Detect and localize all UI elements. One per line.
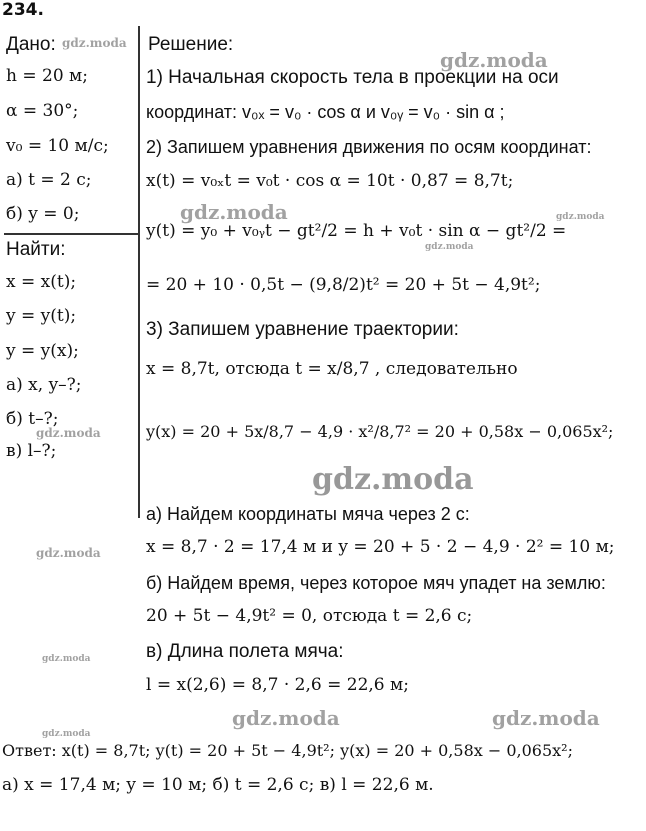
- given-item: v₀ = 10 м/с;: [6, 136, 109, 156]
- watermark: gdz.moda: [232, 706, 340, 730]
- find-item: б) t–?;: [6, 409, 59, 429]
- watermark: gdz.moda: [556, 212, 605, 222]
- find-item: y = y(t);: [6, 306, 77, 326]
- watermark: gdz.moda: [42, 654, 91, 664]
- watermark: gdz.moda: [312, 462, 474, 497]
- solution-line: y(x) = 20 + 5x/8,7 − 4,9 · x²/8,7² = 20 + 0,58x − 0,065x²;: [146, 422, 614, 441]
- solution-line: y(t) = y₀ + v₀ᵧt − gt²/2 = h + v₀t · sin α − gt²/2 =: [146, 221, 567, 241]
- watermark: gdz.moda: [62, 36, 127, 50]
- solution-line: б) Найдем время, через которое мяч упадет на землю:: [146, 573, 606, 593]
- find-header: Найти:: [6, 239, 66, 260]
- given-find-divider: [4, 233, 138, 235]
- watermark: gdz.moda: [440, 48, 548, 72]
- solution-line: 20 + 5t − 4,9t² = 0, отсюда t = 2,6 с;: [146, 606, 473, 626]
- solution-line: x = 8,7 · 2 = 17,4 м и y = 20 + 5 · 2 − 4,9 · 2² = 10 м;: [146, 537, 615, 557]
- solution-line: а) Найдем координаты мяча через 2 с:: [146, 504, 470, 524]
- watermark: gdz.moda: [180, 200, 288, 224]
- solution-line: l = x(2,6) = 8,7 · 2,6 = 22,6 м;: [146, 675, 409, 695]
- solution-line: 2) Запишем уравнения движения по осям координат:: [146, 137, 592, 157]
- watermark: gdz.moda: [42, 729, 91, 739]
- find-item: а) x, y–?;: [6, 375, 82, 395]
- column-divider: [138, 26, 140, 518]
- watermark: gdz.moda: [36, 546, 101, 560]
- solution-line: в) Длина полета мяча:: [146, 641, 344, 662]
- watermark: gdz.moda: [492, 706, 600, 730]
- given-item: h = 20 м;: [6, 66, 88, 86]
- given-item: б) y = 0;: [6, 204, 80, 224]
- answer-line: Ответ: x(t) = 8,7t; y(t) = 20 + 5t − 4,9t²; y(x) = 20 + 0,58x − 0,065x²;: [2, 741, 573, 760]
- solution-header: Решение:: [148, 34, 234, 55]
- solution-line: = 20 + 10 · 0,5t − (9,8/2)t² = 20 + 5t − 4,9t²;: [146, 275, 541, 295]
- solution-line: 3) Запишем уравнение траектории:: [146, 319, 459, 340]
- find-item: x = x(t);: [6, 272, 77, 292]
- watermark: gdz.moda: [425, 242, 474, 252]
- given-item: а) t = 2 с;: [6, 170, 92, 190]
- solution-line: x = 8,7t, отсюда t = x/8,7 , следовательно: [146, 359, 518, 379]
- find-item: y = y(x);: [6, 341, 79, 361]
- problem-number: 234.: [2, 0, 44, 20]
- given-item: α = 30°;: [6, 101, 79, 121]
- watermark: gdz.moda: [36, 426, 101, 440]
- solution-line: 1) Начальная скорость тела в проекции на оси: [146, 67, 559, 88]
- solution-line: x(t) = v₀ₓt = v₀t · cos α = 10t · 0,87 = 8,7t;: [146, 171, 514, 191]
- find-item: в) l–?;: [6, 441, 57, 461]
- solution-line: координат: v₀ₓ = v₀ · cos α и v₀ᵧ = v₀ · sin α ;: [146, 102, 505, 122]
- answer-line: а) x = 17,4 м; y = 10 м; б) t = 2,6 с; в) l = 22,6 м.: [2, 775, 434, 795]
- given-header: Дано:: [6, 34, 56, 55]
